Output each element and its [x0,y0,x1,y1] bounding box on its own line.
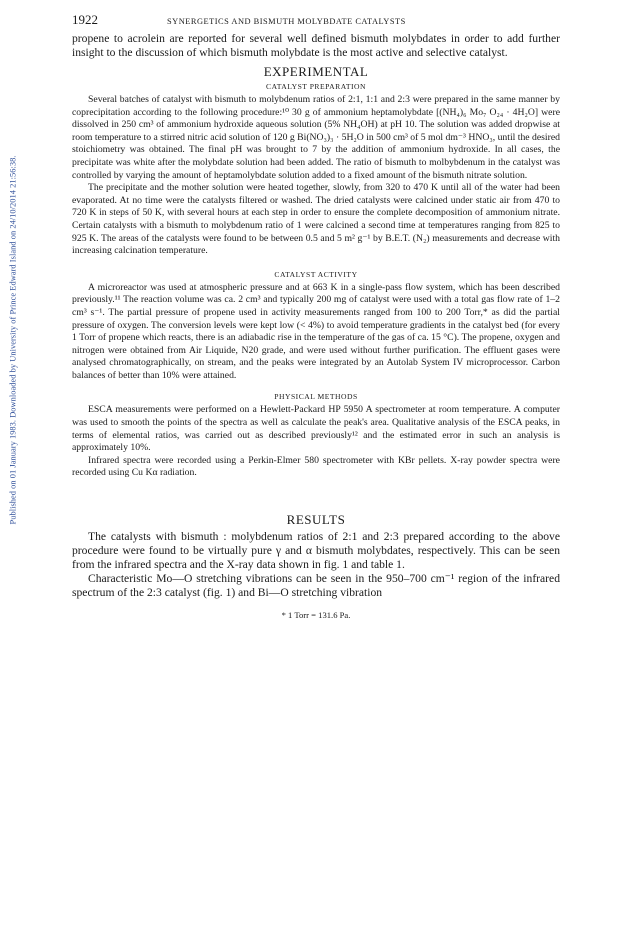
download-watermark [6,60,20,620]
running-title: SYNERGETICS AND BISMUTH MOLYBDATE CATALYSTS [167,17,406,26]
section-heading-results: RESULTS [286,512,346,528]
subsection-heading-catalyst-activity: CATALYST ACTIVITY [274,269,358,279]
paragraph-preparation-2: The precipitate and the mother solution were heated together, slowly, from 320 to 470 K until all of the water had been evaporated. At no time were the catalysts filtered or washed. The dried catalysts were calcined under static air from 470 to 720 K in steps of 50 K, with several hours at each step in order to ensure the complete decomposition of ammonium nitrate. Certain catalysts with a bismuth to molybdenum ratio of 1 were calcined a second time at temperatures ranging from 825 to 925 K. The areas of the catalysts were found to be between 0.5 and 5 m² g⁻¹ by B.E.T. (N₂) measurements and decrease with increasing calcination temperature. [72,182,560,257]
paragraph-results-2: Characteristic Mo—O stretching vibrations can be seen in the 950–700 cm⁻¹ region of the infrared spectrum of the 2:3 catalyst (fig. 1) and Bi—O stretching vibration [72,572,560,600]
footnote: * 1 Torr = 131.6 Pa. [281,610,351,621]
intro-paragraph: propene to acrolein are reported for several well defined bismuth molybdates in order to add further insight to the discussion of which bismuth molybdate is the most active and selective catalyst. [72,32,560,59]
download-watermark-text: Published on 01 January 1983. Downloaded by University of Prince Edward Island on 24/10/2014 21:56:38. [8,155,18,525]
page-number: 1922 [72,12,98,27]
page-header [72,12,560,32]
paragraph-activity-1: A microreactor was used at atmospheric pressure and at 663 K in a single-pass flow system, which has been described previously.¹¹ The reaction volume was ca. 2 cm³ and typically 200 mg of catalyst were used with a total gas flow rate of 1–2 cm³ s⁻¹. The partial pressure of propene used in activity measurements ranged from 100 to 200 Torr,* as did the partial pressure of oxygen. The conversion levels were kept low (< 4%) to avoid temperature gradients in the catalyst bed (for every 1 Torr of propene which reacts, there is an adiabadic rise in the temperature of the gas of ca. 15 °C). The propene, oxygen and nitrogen were obtained from Air Liquide, N20 grade, and were used without further purification. The effluent gases were analysed chromatographically, on stream, and the peaks were integrated by an Autolab System IV microprocessor. Carbon balances of better than 10% were attained. [72,281,560,381]
paragraph-physical-1: ESCA measurements were performed on a Hewlett-Packard HP 5950 A spectrometer at room temperature. A computer was used to smooth the points of the spectra as well as calculate the peak's area. Qualitative analysis of the ESCA peaks, in terms of elemental ratios, was carried out as described previously¹² and the estimated error in such an analysis is approximately 10%. [72,404,560,454]
page-content [72,12,560,620]
subsection-heading-physical-methods: PHYSICAL METHODS [274,392,358,402]
paragraph-physical-2: Infrared spectra were recorded using a Perkin-Elmer 580 spectrometer with KBr pellets. X-ray powder spectra were recorded using Cu Kα radiation. [72,454,560,479]
paragraph-preparation-1: Several batches of catalyst with bismuth to molybdenum ratios of 2:1, 1:1 and 2:3 were prepared in the same manner by coprecipitation according to the following procedure:¹⁰ 30 g of ammonium heptamolybdate [(NH₄)₆ Mo₇ O₂₄ · 4H₂O] were dissolved in 250 cm³ of ammonium hydroxide aqueous solution (5% NH₄OH) at pH 10. The solution was added dropwise at room temperature to a stirred nitric acid solution of 120 g Bi(NO₃)₃ · 5H₂O in 500 cm³ of 5 mol dm⁻³ HNO₃, until the desired stoichiometry was obtained. The final pH was brought to 7 by the addition of ammonium hydroxide. In all cases, the precipitate was white after the molybdate solution had been added. The ratio of bismuth to molbybdenum in the catalyst was controlled by varying the amount of heptamolybdate solution added to a fixed amount of the bismuth nitrate solution. [72,94,560,181]
paragraph-results-1: The catalysts with bismuth : molybdenum ratios of 2:1 and 2:3 prepared according to the above procedure were found to be virtually pure γ and α bismuth molybdates, respectively. This can be seen from the infrared spectra and the X-ray data shown in fig. 1 and table 1. [72,530,560,572]
subsection-heading-catalyst-preparation: CATALYST PREPARATION [266,82,366,91]
section-heading-experimental: EXPERIMENTAL [263,64,369,79]
